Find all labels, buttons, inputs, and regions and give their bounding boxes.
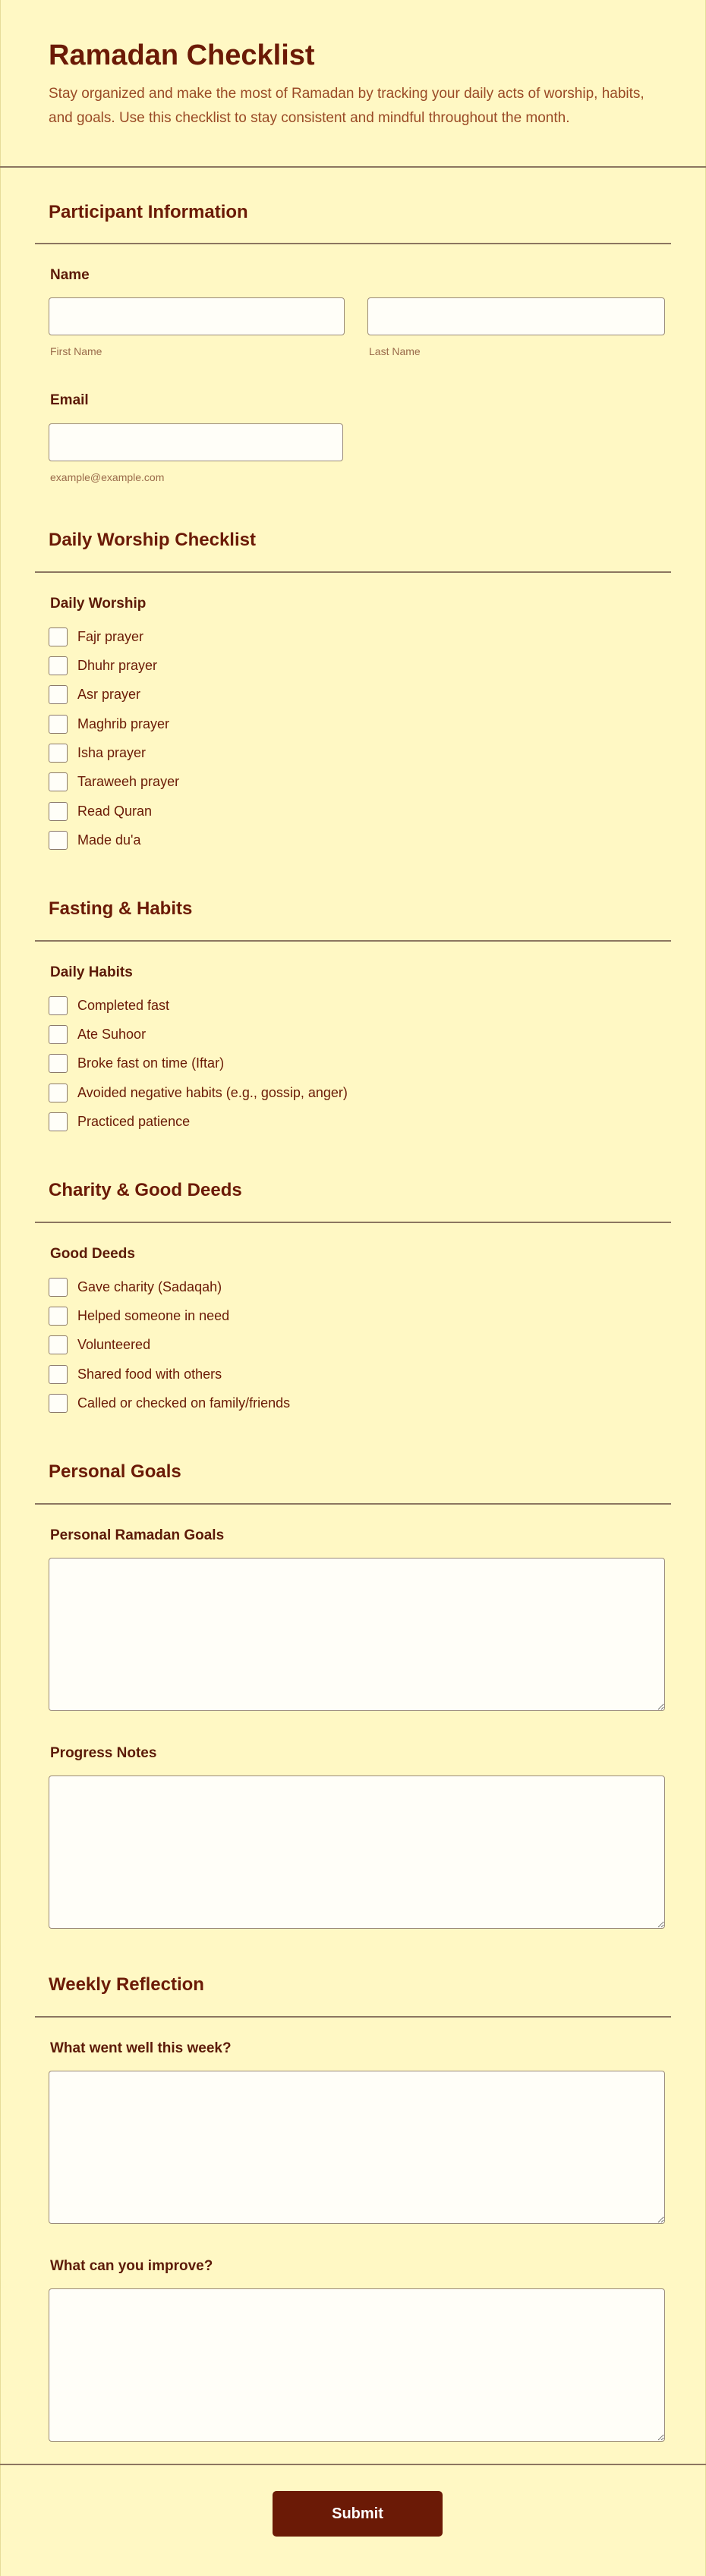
page-subtitle: Stay organized and make the most of Ramadan by tracking your daily acts of worship, habits, and goals. Use this checklist to stay consistent and mindful throughout the month.	[49, 86, 645, 126]
checkbox-label: Taraweeh prayer	[77, 773, 180, 789]
checkbox-asr[interactable]	[49, 684, 140, 704]
checkbox-fajr[interactable]	[49, 627, 143, 646]
checkbox-label: Maghrib prayer	[77, 716, 170, 731]
personal-goals-textarea[interactable]	[49, 1558, 665, 1711]
email-input[interactable]	[49, 423, 343, 461]
checkbox-broke-fast[interactable]	[49, 1053, 224, 1073]
checkbox-read-quran[interactable]	[49, 801, 152, 821]
section-title-fasting: Fasting & Habits	[49, 898, 193, 919]
checkbox-label: Made du'a	[77, 832, 141, 848]
last-name-sublabel: Last Name	[369, 345, 421, 357]
progress-notes-label: Progress Notes	[50, 1745, 157, 1761]
footer-divider	[0, 2464, 706, 2465]
checkbox-dhuhr[interactable]	[49, 656, 157, 675]
section-divider	[35, 1222, 671, 1223]
good-deeds-label: Good Deeds	[50, 1246, 135, 1262]
checkbox-box[interactable]	[49, 1054, 68, 1073]
checkbox-avoided-negative[interactable]	[49, 1083, 348, 1102]
checkbox-box[interactable]	[49, 1394, 68, 1413]
first-name-input[interactable]	[49, 297, 345, 335]
checkbox-box[interactable]	[49, 1307, 68, 1326]
section-title-participant: Participant Information	[49, 202, 248, 222]
name-label: Name	[50, 267, 90, 283]
checkbox-box[interactable]	[49, 627, 68, 646]
checkbox-label: Ate Suhoor	[77, 1026, 147, 1042]
checkbox-box[interactable]	[49, 996, 68, 1015]
checkbox-box[interactable]	[49, 715, 68, 734]
section-title-goals: Personal Goals	[49, 1461, 181, 1482]
section-divider	[35, 571, 671, 573]
checkbox-label: Broke fast on time (Iftar)	[77, 1055, 225, 1071]
section-title-charity: Charity & Good Deeds	[49, 1180, 242, 1200]
checkbox-label: Asr prayer	[77, 686, 141, 702]
personal-goals-label: Personal Ramadan Goals	[50, 1527, 225, 1543]
checkbox-box[interactable]	[49, 772, 68, 791]
section-title-reflection: Weekly Reflection	[49, 1974, 204, 1995]
last-name-input[interactable]	[367, 297, 665, 335]
checkbox-box[interactable]	[49, 744, 68, 763]
section-title-worship: Daily Worship Checklist	[49, 530, 256, 550]
submit-button[interactable]: Submit	[273, 2491, 443, 2537]
progress-notes-textarea[interactable]	[49, 1776, 665, 1929]
checkbox-label: Gave charity (Sadaqah)	[77, 1279, 222, 1294]
checkbox-shared-food[interactable]	[49, 1364, 222, 1384]
checkbox-ate-suhoor[interactable]	[49, 1024, 146, 1044]
checkbox-label: Helped someone in need	[77, 1307, 230, 1323]
checkbox-isha[interactable]	[49, 743, 146, 763]
checkbox-label: Practiced patience	[77, 1113, 191, 1129]
checkbox-box[interactable]	[49, 1025, 68, 1044]
first-name-sublabel: First Name	[50, 345, 102, 357]
daily-habits-label: Daily Habits	[50, 964, 133, 980]
checkbox-gave-charity[interactable]	[49, 1277, 222, 1297]
checkbox-box[interactable]	[49, 1365, 68, 1384]
email-label: Email	[50, 392, 89, 408]
checkbox-box[interactable]	[49, 1084, 68, 1102]
checkbox-made-dua[interactable]	[49, 830, 141, 850]
email-sublabel: example@example.com	[50, 471, 165, 483]
went-well-label: What went well this week?	[50, 2040, 232, 2056]
section-divider	[35, 243, 671, 244]
checkbox-label: Avoided negative habits (e.g., gossip, anger)	[77, 1084, 348, 1100]
improve-textarea[interactable]	[49, 2288, 665, 2442]
checkbox-completed-fast[interactable]	[49, 995, 169, 1015]
form-header	[0, 0, 706, 168]
checkbox-box[interactable]	[49, 1112, 68, 1131]
checkbox-box[interactable]	[49, 802, 68, 821]
daily-worship-label: Daily Worship	[50, 596, 147, 612]
checkbox-taraweeh[interactable]	[49, 772, 179, 791]
checkbox-box[interactable]	[49, 685, 68, 704]
checkbox-label: Volunteered	[77, 1336, 151, 1352]
checkbox-label: Dhuhr prayer	[77, 657, 158, 673]
checkbox-box[interactable]	[49, 831, 68, 850]
checkbox-box[interactable]	[49, 1278, 68, 1297]
checkbox-label: Completed fast	[77, 997, 170, 1013]
checkbox-label: Shared food with others	[77, 1366, 222, 1382]
section-divider	[35, 2016, 671, 2018]
checkbox-maghrib[interactable]	[49, 714, 169, 734]
checkbox-box[interactable]	[49, 656, 68, 675]
section-divider	[35, 940, 671, 942]
page-title: Ramadan Checklist	[49, 39, 315, 71]
checkbox-label: Fajr prayer	[77, 628, 144, 644]
checkbox-called-family[interactable]	[49, 1393, 290, 1413]
checkbox-volunteered[interactable]	[49, 1335, 150, 1354]
went-well-textarea[interactable]	[49, 2071, 665, 2224]
checkbox-helped-someone[interactable]	[49, 1306, 229, 1326]
checkbox-label: Read Quran	[77, 803, 153, 819]
checkbox-practiced-patience[interactable]	[49, 1112, 190, 1131]
checkbox-box[interactable]	[49, 1335, 68, 1354]
checkbox-label: Called or checked on family/friends	[77, 1395, 291, 1411]
improve-label: What can you improve?	[50, 2258, 213, 2274]
section-divider	[35, 1503, 671, 1505]
checkbox-label: Isha prayer	[77, 744, 147, 760]
